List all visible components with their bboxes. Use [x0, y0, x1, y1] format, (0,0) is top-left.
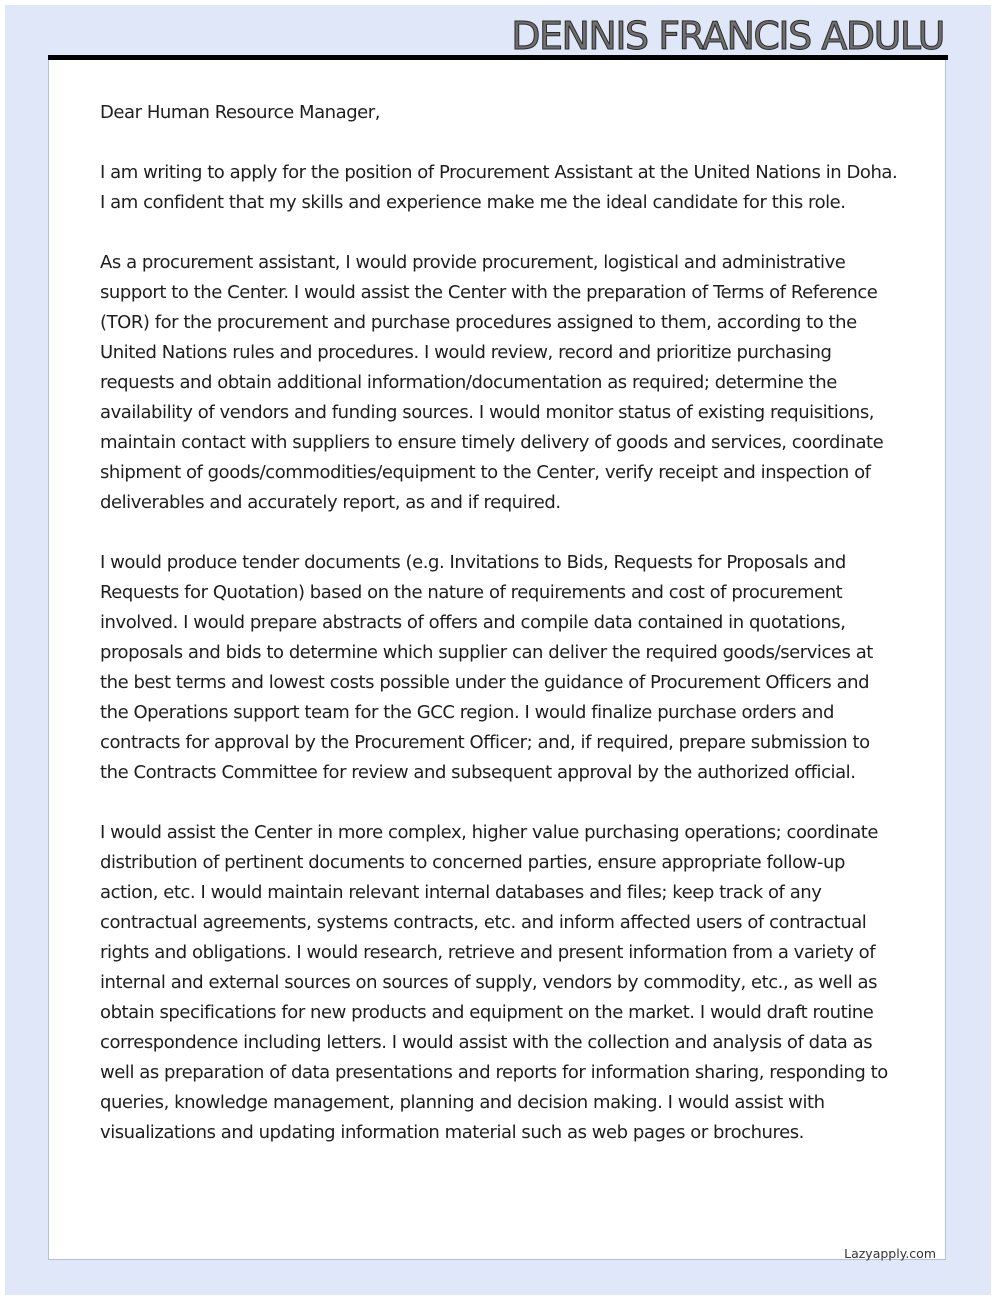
paragraph-tender-documents: I would produce tender documents (e.g. Invitations to Bids, Requests for Proposals and Requests for Quotation) based on the nature of requirements and cost of procurement involved. I would prepare abstracts of offers and compile data contained in quotations, proposals and bids to determine which supplier can deliver the required goods/services at the best terms and lowest costs possible under the guidance of Procurement Officers and the Operations support team for the GCC region. I would finalize purchase orders and contracts for approval by the Procurement Officer; and, if required, prepare submission to the Contracts Committee for review and subsequent approval by the authorized official. — [100, 552, 873, 783]
applicant-name: DENNIS FRANCIS ADULU — [511, 14, 944, 58]
cover-letter-body — [100, 98, 900, 1178]
paragraph-operations: I would assist the Center in more complex, higher value purchasing operations; coordinate distribution of pertinent documents to concerned parties, ensure appropriate follow-up action, etc. I would maintain relevant internal databases and files; keep track of any contractual agreements, systems contracts, etc. and inform affected users of contractual rights and obligations. I would research, retrieve and present information from a variety of internal and external sources on sources of supply, vendors by commodity, etc., as well as obtain specifications for new products and equipment on the market. I would draft routine correspondence including letters. I would assist with the collection and analysis of data as well as preparation of data presentations and reports for information sharing, responding to queries, knowledge management, planning and decision making. I would assist with visualizations and updating information material such as web pages or brochures. — [100, 822, 888, 1143]
footer-watermark: Lazyapply.com — [844, 1246, 936, 1261]
paragraph-intro: I am writing to apply for the position of Procurement Assistant at the United Nations in Doha. I am confident that my skills and experience make me the ideal candidate for this role. — [100, 162, 898, 213]
paragraph-procurement-support: As a procurement assistant, I would provide procurement, logistical and administrative support to the Center. I would assist the Center with the preparation of Terms of Reference (TOR) for the procurement and purchase procedures assigned to them, according to the United Nations rules and procedures. I would review, record and prioritize purchasing requests and obtain additional information/documentation as required; determine the availability of vendors and funding sources. I would monitor status of existing requisitions, maintain contact with suppliers to ensure timely delivery of goods and services, coordinate shipment of goods/commodities/equipment to the Center, verify receipt and inspection of deliverables and accurately report, as and if required. — [100, 252, 884, 513]
salutation: Dear Human Resource Manager, — [100, 102, 381, 123]
